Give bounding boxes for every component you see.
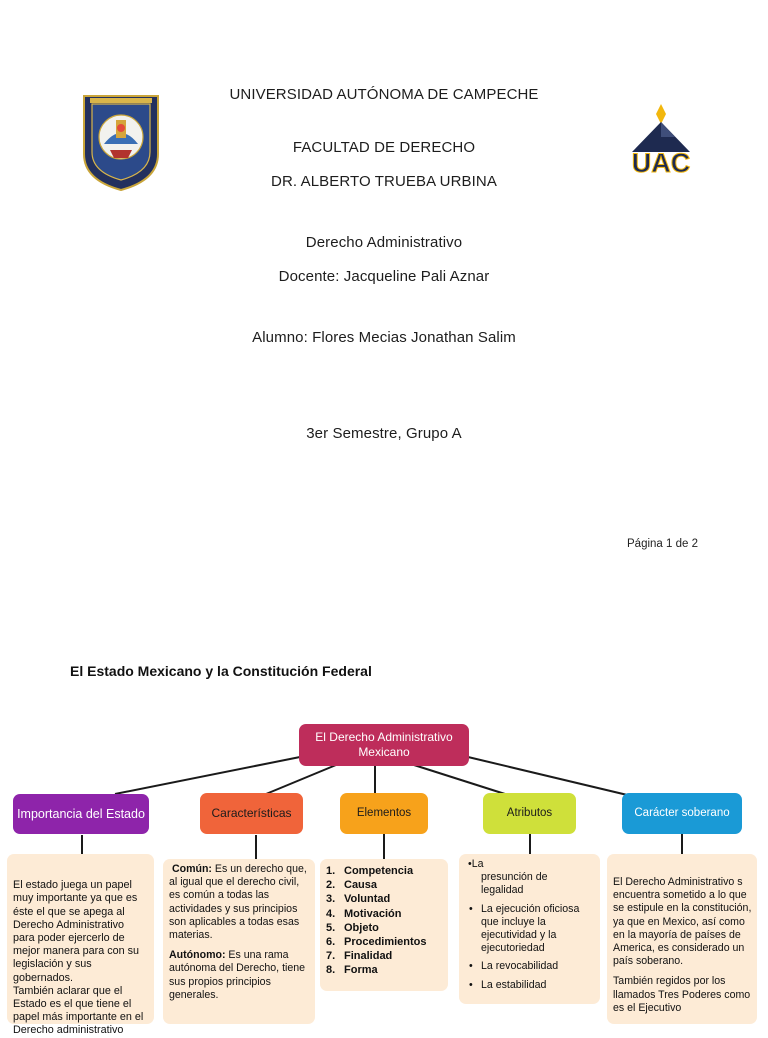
branch-caracter-soberano: Carácter soberano — [622, 793, 742, 834]
autonomo-paragraph — [169, 949, 309, 1002]
university-name: UNIVERSIDAD AUTÓNOMA DE CAMPECHE — [229, 86, 539, 103]
atributo-first-bullet: •La — [468, 858, 484, 870]
elemento-item: 6. Procedimientos — [326, 936, 427, 949]
elementos-card — [320, 859, 448, 991]
page-number: Página 1 de 2 — [627, 538, 698, 550]
comun-text: Es un derecho que, al igual que el derecho civil, es común a todas las actividades y sus principios son aplicables a todas esas materias. — [169, 863, 307, 942]
autonomo-text: Es una rama autónoma del Derecho, tiene sus propios principios generales. — [169, 949, 306, 1001]
atributos-list — [465, 903, 592, 992]
importancia-card — [7, 854, 154, 1037]
elemento-item: 5. Objeto — [326, 921, 379, 934]
importancia-text: El estado juega un papel muy importante ya que es éste el que se apega al Derecho Administrativo para poder ejercerlo de mejor manera para con su legislación y sus gobernados. También aclarar que el Estado es el que tiene el papel más importante en el Derecho administrativo — [13, 879, 144, 1037]
elemento-item: 1. Competencia — [326, 865, 414, 877]
soberano-paragraph-2: También regidos por los llamados Tres Poderes como es el Ejecutivo — [613, 975, 751, 1014]
faculty-name: FACULTAD DE DERECHO — [292, 139, 476, 156]
uac-logo-text: UAC — [631, 148, 691, 178]
atributos-card — [459, 854, 600, 1004]
elementos-list — [324, 865, 444, 978]
concept-map-title: El Estado Mexicano y la Constitución Federal — [70, 663, 372, 679]
atributo-item: • La estabilidad — [465, 979, 592, 992]
elemento-item: 7. Finalidad — [326, 950, 393, 963]
atributo-item: • La ejecución oficiosa que incluye la ejecutividad y la ejecutoriedad — [465, 903, 592, 956]
semester: 3er Semestre, Grupo A — [306, 425, 462, 442]
student: Alumno: Flores Mecias Jonathan Salim — [252, 329, 516, 346]
branch-atributos: Atributos — [483, 793, 576, 834]
branch-caracteristicas: Características — [200, 793, 303, 834]
autonomo-term: Autónomo: — [169, 949, 226, 962]
elemento-item: 4. Motivación — [326, 907, 402, 920]
comun-term: Común: — [171, 863, 212, 875]
branch-importancia: Importancia del Estado — [13, 794, 149, 834]
soberano-paragraph-1: El Derecho Administrativo s encuentra sometido a lo que se estipule en la constitución, ya que en Mexico, así como en la mayoría de países de America, es considerado un país soberano. — [613, 876, 752, 968]
elemento-item: 8. Forma — [326, 964, 378, 977]
faculty-honoree: DR. ALBERTO TRUEBA URBINA — [271, 173, 497, 190]
atributo-first-text: presunción de legalidad — [481, 871, 548, 897]
comun-paragraph — [169, 863, 309, 942]
branch-elementos: Elementos — [340, 793, 428, 834]
teacher: Docente: Jacqueline Pali Aznar — [278, 268, 490, 285]
soberano-card — [607, 854, 757, 1024]
caracteristicas-card — [163, 859, 315, 1024]
elemento-item: 2. Causa — [326, 879, 378, 892]
atributo-first — [465, 858, 592, 898]
elemento-item: 3. Voluntad — [326, 893, 391, 906]
atributo-item: • La revocabilidad — [465, 960, 592, 973]
subject: Derecho Administrativo — [305, 234, 463, 251]
root-node: El Derecho Administrativo Mexicano — [299, 724, 469, 766]
